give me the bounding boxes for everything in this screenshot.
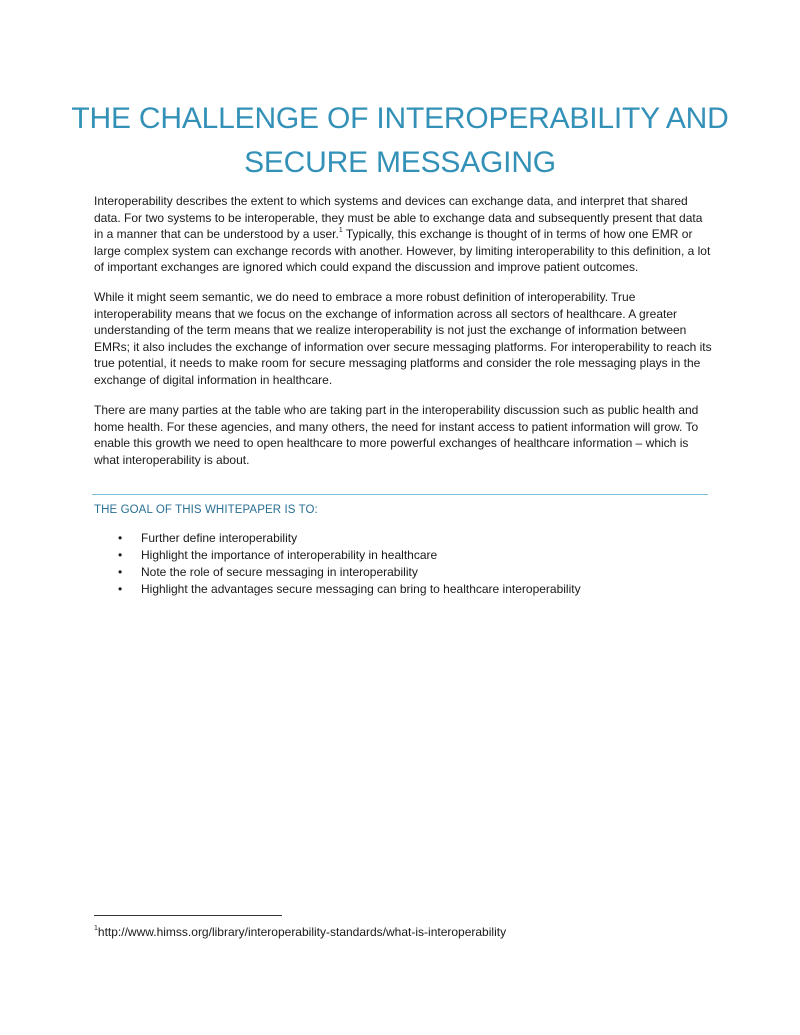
- title-line-1: THE CHALLENGE OF INTEROPERABILITY AND: [71, 102, 729, 135]
- bullet-icon: •: [118, 582, 123, 596]
- page-title: [60, 97, 740, 185]
- list-item-text: Note the role of secure messaging in interoperability: [141, 565, 418, 579]
- goal-heading: THE GOAL OF THIS WHITEPAPER IS TO:: [94, 504, 318, 516]
- list-item: [118, 564, 581, 581]
- list-item: [118, 547, 581, 564]
- list-item: [118, 530, 581, 547]
- paragraph-definition-text-2: Typically, this exchange is thought of in terms of how one EMR or large complex system can exchange records with another. However, by limiting interoperability to this definition, a lot of important exchanges are ignored which could expand the discussion and improve patient outcomes.: [94, 227, 711, 275]
- section-divider: [92, 494, 708, 495]
- goal-list: [118, 530, 581, 598]
- footnote-reference-mark[interactable]: 1: [338, 227, 343, 235]
- paragraph-robust-definition: While it might seem semantic, we do need to embrace a more robust definition of interoperability. True interoperability means that we focus on the exchange of information across all sectors of healthcare. A greater understanding of the term means that we realize interoperability is not just the exchange of information between EMRs; it also includes the exchange of information over secure messaging platforms. For interoperability to reach its true potential, it needs to make room for secure messaging platforms and consider the role messaging plays in the exchange of digital information in healthcare.: [94, 290, 712, 387]
- footnote-mark: 1: [94, 925, 98, 932]
- footnote: [94, 924, 506, 940]
- paragraph-parties: There are many parties at the table who are taking part in the interoperability discussion such as public health and home health. For these agencies, and many others, the need for instant access to patient information will grow. To enable this growth we need to open healthcare to more powerful exchanges of healthcare information – which is what interoperability is about.: [94, 403, 699, 467]
- list-item: [118, 581, 581, 598]
- title-line-2: SECURE MESSAGING: [244, 146, 556, 179]
- paragraph-definition-text-1: Interoperability describes the extent to which systems and devices can exchange data, and interpret that shared data. For two systems to be interoperable, they must be able to exchange data and subsequently present that data in a manner that can be understood by a user.: [94, 194, 703, 242]
- list-item-text: Highlight the advantages secure messaging can bring to healthcare interoperability: [141, 582, 581, 596]
- list-item-text: Highlight the importance of interoperability in healthcare: [141, 548, 438, 562]
- bullet-icon: •: [118, 548, 123, 562]
- footnote-separator: [94, 915, 282, 916]
- list-item-text: Further define interoperability: [141, 531, 298, 545]
- paragraph-definition: [94, 193, 712, 276]
- bullet-icon: •: [118, 531, 123, 545]
- bullet-icon: •: [118, 565, 123, 579]
- footnote-link[interactable]: http://www.himss.org/library/interoperability-standards/what-is-interoperability: [97, 925, 507, 939]
